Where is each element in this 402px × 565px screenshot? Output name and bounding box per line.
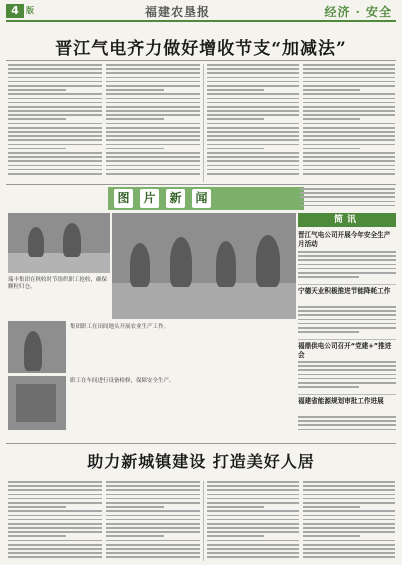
- text-line: [298, 251, 396, 253]
- text-line: [207, 173, 299, 175]
- text-line: [303, 535, 360, 537]
- text-line: [300, 205, 395, 207]
- text-line: [8, 531, 102, 533]
- text-line: [207, 131, 299, 133]
- section-rule: [6, 443, 396, 444]
- text-line: [303, 527, 395, 529]
- text-line: [8, 93, 102, 95]
- text-line: [8, 540, 102, 542]
- text-line: [300, 188, 395, 190]
- text-line: [207, 106, 299, 108]
- text-line: [106, 540, 200, 542]
- text-line: [106, 139, 200, 141]
- text-line: [298, 420, 396, 422]
- text-line: [298, 264, 396, 266]
- bottom-article-col-3: [207, 481, 299, 561]
- text-line: [8, 502, 102, 504]
- text-line: [207, 77, 299, 79]
- text-line: [298, 378, 396, 380]
- text-line: [303, 106, 395, 108]
- text-line: [8, 64, 102, 66]
- text-line: [303, 515, 395, 517]
- main-headline: 晋江气电齐力做好增收节支“加减法”: [55, 39, 347, 59]
- text-line: [303, 81, 395, 83]
- text-line: [303, 110, 395, 112]
- text-line: [106, 173, 200, 175]
- right-article: [300, 188, 395, 210]
- text-line: [298, 365, 396, 367]
- text-line: [303, 131, 395, 133]
- text-line: [207, 556, 299, 558]
- text-line: [106, 544, 200, 546]
- text-line: [8, 165, 102, 167]
- text-line: [8, 494, 102, 496]
- text-line: [106, 144, 200, 146]
- text-line: [298, 319, 396, 321]
- text-line: [106, 72, 200, 74]
- text-line: [303, 152, 395, 154]
- text-line: [303, 156, 395, 158]
- text-line: [8, 169, 102, 171]
- text-line: [106, 165, 200, 167]
- text-line: [298, 310, 396, 312]
- text-line: [106, 89, 164, 91]
- text-line: [8, 89, 66, 91]
- text-line: [8, 173, 102, 175]
- brief-body-2: [298, 306, 396, 336]
- text-line: [8, 148, 66, 150]
- text-line: [8, 156, 102, 158]
- text-line: [8, 523, 102, 525]
- text-line: [106, 68, 200, 70]
- text-line: [106, 548, 200, 550]
- text-line: [298, 369, 396, 371]
- photo-4: [8, 376, 66, 430]
- text-line: [303, 144, 395, 146]
- photo-2: [112, 213, 296, 319]
- text-line: [106, 148, 164, 150]
- text-line: [303, 544, 395, 546]
- text-line: [303, 64, 395, 66]
- text-line: [207, 523, 299, 525]
- text-line: [303, 98, 395, 100]
- text-line: [106, 123, 200, 125]
- text-line: [106, 510, 200, 512]
- text-line: [207, 114, 299, 116]
- text-line: [8, 519, 102, 521]
- text-line: [207, 123, 299, 125]
- text-line: [303, 102, 395, 104]
- text-line: [303, 540, 395, 542]
- photo-3: [8, 321, 66, 373]
- text-line: [207, 552, 299, 554]
- text-line: [106, 81, 200, 83]
- text-line: [106, 519, 200, 521]
- text-line: [207, 102, 299, 104]
- text-line: [8, 131, 102, 133]
- text-line: [298, 429, 396, 431]
- text-line: [207, 68, 299, 70]
- text-line: [106, 93, 200, 95]
- text-line: [303, 72, 395, 74]
- text-line: [8, 489, 102, 491]
- bottom-article-col-4: [303, 481, 395, 561]
- banner-char-2: 片: [140, 189, 159, 208]
- text-line: [106, 502, 200, 504]
- text-line: [207, 494, 299, 496]
- text-line: [207, 93, 299, 95]
- brief-headline-2: 宁德天业积极推进节能降耗工作: [298, 287, 391, 295]
- brief-headline-3: 福鼎供电公司召开“党建+”推进会: [298, 342, 392, 359]
- text-line: [207, 506, 264, 508]
- text-line: [207, 127, 299, 129]
- text-line: [207, 98, 299, 100]
- text-line: [8, 98, 102, 100]
- text-line: [8, 481, 102, 483]
- main-article-col-4: [303, 64, 395, 180]
- text-line: [303, 169, 395, 171]
- photo-news-banner: [108, 187, 304, 210]
- text-line: [207, 81, 299, 83]
- text-line: [298, 255, 396, 257]
- text-line: [8, 139, 102, 141]
- text-line: [207, 118, 264, 120]
- text-line: [303, 127, 395, 129]
- brief-headline-1: 晋江气电公司开展今年安全生产月活动: [298, 231, 391, 248]
- text-line: [106, 152, 200, 154]
- text-line: [298, 382, 396, 384]
- brief-body-3: [298, 361, 396, 391]
- bottom-headline: 助力新城镇建设 打造美好人居: [87, 452, 315, 471]
- text-line: [207, 510, 299, 512]
- text-line: [303, 148, 360, 150]
- text-line: [8, 118, 66, 120]
- text-line: [207, 139, 299, 141]
- text-line: [298, 306, 396, 308]
- text-line: [106, 498, 200, 500]
- text-line: [207, 72, 299, 74]
- text-line: [300, 192, 395, 194]
- text-line: [303, 160, 395, 162]
- text-line: [106, 515, 200, 517]
- text-line: [298, 314, 396, 316]
- text-line: [8, 510, 102, 512]
- text-line: [8, 72, 102, 74]
- text-line: [207, 531, 299, 533]
- text-line: [8, 160, 102, 162]
- text-line: [8, 110, 102, 112]
- text-line: [207, 481, 299, 483]
- text-line: [298, 331, 359, 333]
- text-line: [8, 68, 102, 70]
- text-line: [303, 481, 395, 483]
- main-article-col-1: [8, 64, 102, 180]
- text-line: [303, 502, 395, 504]
- text-line: [8, 123, 102, 125]
- text-line: [8, 152, 102, 154]
- text-line: [106, 127, 200, 129]
- text-line: [106, 494, 200, 496]
- text-line: [207, 169, 299, 171]
- text-line: [303, 494, 395, 496]
- text-line: [298, 272, 396, 274]
- text-line: [106, 77, 200, 79]
- text-line: [207, 110, 299, 112]
- text-line: [8, 506, 66, 508]
- text-line: [106, 489, 200, 491]
- text-line: [303, 548, 395, 550]
- text-line: [8, 114, 102, 116]
- brief-separator: [298, 394, 396, 395]
- text-line: [298, 424, 396, 426]
- text-line: [303, 498, 395, 500]
- text-line: [106, 135, 200, 137]
- photo-caption-3: 职工在车间进行设备检修，保障安全生产。: [70, 378, 175, 384]
- masthead: 福建农垦报: [145, 5, 211, 19]
- text-line: [207, 156, 299, 158]
- text-line: [298, 276, 359, 278]
- column-divider: [203, 481, 204, 561]
- text-line: [207, 135, 299, 137]
- text-line: [207, 515, 299, 517]
- text-line: [300, 196, 395, 198]
- text-line: [303, 135, 395, 137]
- text-line: [106, 110, 200, 112]
- banner-char-1: 图: [114, 189, 133, 208]
- text-line: [207, 544, 299, 546]
- text-line: [207, 89, 264, 91]
- text-line: [207, 502, 299, 504]
- text-line: [207, 144, 299, 146]
- text-line: [106, 118, 164, 120]
- text-line: [8, 127, 102, 129]
- text-line: [106, 98, 200, 100]
- text-line: [8, 527, 102, 529]
- brief-body-1: [298, 251, 396, 281]
- column-divider: [203, 64, 204, 182]
- banner-char-3: 新: [166, 189, 185, 208]
- text-line: [106, 535, 164, 537]
- text-line: [207, 489, 299, 491]
- text-line: [8, 535, 66, 537]
- text-line: [8, 135, 102, 137]
- text-line: [106, 85, 200, 87]
- text-line: [303, 93, 395, 95]
- briefs-title: 简讯: [298, 213, 396, 227]
- text-line: [207, 540, 299, 542]
- photo-caption-2: 集团职工在田间地头开展农业生产工作。: [70, 324, 170, 330]
- text-line: [106, 160, 200, 162]
- text-line: [207, 498, 299, 500]
- text-line: [303, 123, 395, 125]
- text-line: [8, 81, 102, 83]
- text-line: [303, 77, 395, 79]
- brief-separator: [298, 284, 396, 285]
- text-line: [106, 556, 200, 558]
- text-line: [207, 527, 299, 529]
- text-line: [106, 102, 200, 104]
- text-line: [8, 144, 102, 146]
- text-line: [8, 485, 102, 487]
- text-line: [207, 485, 299, 487]
- text-line: [207, 152, 299, 154]
- text-line: [106, 106, 200, 108]
- text-line: [207, 519, 299, 521]
- brief-separator: [298, 339, 396, 340]
- page-label: 版: [26, 6, 34, 15]
- text-line: [106, 485, 200, 487]
- headline-rule: [6, 60, 396, 61]
- text-line: [303, 118, 360, 120]
- text-line: [303, 139, 395, 141]
- text-line: [300, 201, 395, 203]
- text-line: [106, 506, 164, 508]
- text-line: [303, 552, 395, 554]
- main-article-col-2: [106, 64, 200, 180]
- text-line: [207, 64, 299, 66]
- text-line: [303, 68, 395, 70]
- text-line: [298, 259, 396, 261]
- text-line: [106, 531, 200, 533]
- text-line: [8, 548, 102, 550]
- text-line: [207, 85, 299, 87]
- text-line: [8, 498, 102, 500]
- bottom-article-col-1: [8, 481, 102, 561]
- bottom-article-col-2: [106, 481, 200, 561]
- text-line: [106, 169, 200, 171]
- text-line: [8, 556, 102, 558]
- section-rule: [6, 184, 396, 185]
- text-line: [303, 485, 395, 487]
- text-line: [106, 114, 200, 116]
- text-line: [298, 327, 396, 329]
- text-line: [8, 515, 102, 517]
- text-line: [303, 173, 395, 175]
- text-line: [8, 552, 102, 554]
- brief-body-4: [298, 416, 396, 436]
- text-line: [303, 523, 395, 525]
- text-line: [207, 535, 264, 537]
- section-title: 经济 · 安全: [324, 5, 392, 19]
- text-line: [207, 160, 299, 162]
- photo-caption-1: 瑞丰集团在秋收时节组织职工抢收，确保颗粒归仓。: [8, 277, 108, 290]
- text-line: [106, 552, 200, 554]
- text-line: [303, 519, 395, 521]
- text-line: [303, 114, 395, 116]
- text-line: [8, 77, 102, 79]
- text-line: [303, 506, 360, 508]
- text-line: [106, 481, 200, 483]
- text-line: [298, 416, 396, 418]
- text-line: [106, 131, 200, 133]
- text-line: [207, 165, 299, 167]
- text-line: [207, 148, 264, 150]
- text-line: [303, 85, 395, 87]
- text-line: [106, 156, 200, 158]
- text-line: [8, 85, 102, 87]
- text-line: [8, 544, 102, 546]
- brief-headline-4: 福建省能源规划审批工作进展: [298, 397, 384, 405]
- text-line: [298, 323, 396, 325]
- text-line: [298, 361, 396, 363]
- text-line: [303, 556, 395, 558]
- text-line: [298, 386, 359, 388]
- photo-1: [8, 213, 110, 273]
- text-line: [303, 510, 395, 512]
- text-line: [303, 89, 360, 91]
- text-line: [303, 531, 395, 533]
- text-line: [298, 268, 396, 270]
- text-line: [207, 548, 299, 550]
- banner-char-4: 闻: [192, 189, 211, 208]
- text-line: [303, 165, 395, 167]
- text-line: [298, 374, 396, 376]
- text-line: [106, 527, 200, 529]
- text-line: [303, 489, 395, 491]
- text-line: [8, 102, 102, 104]
- page-number: 4: [6, 4, 24, 18]
- text-line: [106, 64, 200, 66]
- header-rule: [6, 20, 396, 22]
- main-article-col-3: [207, 64, 299, 180]
- text-line: [106, 523, 200, 525]
- text-line: [8, 106, 102, 108]
